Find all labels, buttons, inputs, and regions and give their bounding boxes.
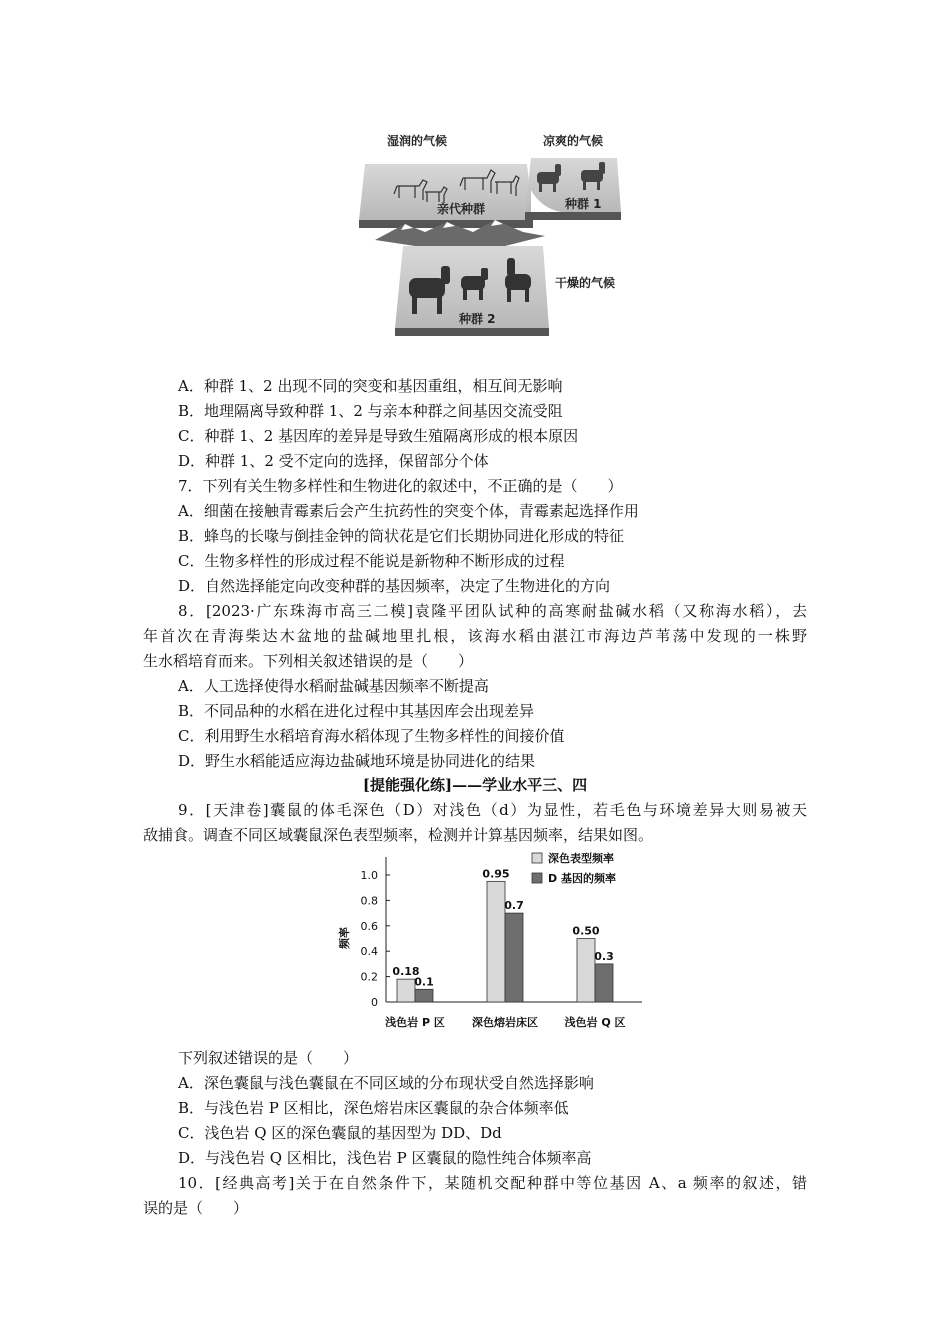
label-population-1: 种群 1 xyxy=(565,197,602,211)
label-cool-climate: 凉爽的气候 xyxy=(543,134,604,148)
q7-option-c: C．生物多样性的形成过程不能说是新物种不断形成的过程 xyxy=(178,552,565,570)
y-tick-label: 0.4 xyxy=(360,945,378,959)
q6-option-d: D．种群 1、2 受不定向的选择，保留部分个体 xyxy=(178,452,489,470)
bar-value-label: 0.7 xyxy=(504,899,524,913)
bar-value-label: 0.50 xyxy=(572,924,600,938)
bar-dark-phenotype-1 xyxy=(487,881,505,1002)
q9-option-b: B．与浅色岩 P 区相比，深色熔岩床区囊鼠的杂合体频率低 xyxy=(178,1099,569,1117)
legend-swatch xyxy=(532,853,542,863)
legend-label: 深色表型频率 xyxy=(548,852,614,865)
q8-stem-line-1: 8．[2023·广东珠海市高三二模]袁隆平团队试种的高寒耐盐碱水稻（又称海水稻），去 xyxy=(178,602,807,620)
q8-option-b: B．不同品种的水稻在进化过程中其基因库会出现差异 xyxy=(178,702,535,720)
bar-dark-phenotype-2 xyxy=(577,939,595,1003)
frequency-bar-chart xyxy=(330,845,650,1035)
speciation-diagram xyxy=(355,128,625,340)
q6-option-b: B．地理隔离导致种群 1、2 与亲本种群之间基因交流受阻 xyxy=(178,402,563,420)
q9-option-a: A．深色囊鼠与浅色囊鼠在不同区域的分布现状受自然选择影响 xyxy=(178,1074,594,1092)
label-population-2: 种群 2 xyxy=(459,312,496,326)
q8-option-c: C．利用野生水稻培育海水稻体现了生物多样性的间接价值 xyxy=(178,727,565,745)
bar-d-gene-2 xyxy=(595,964,613,1002)
x-category-label: 深色熔岩床区 xyxy=(472,1016,538,1029)
bar-value-label: 0.1 xyxy=(414,975,434,989)
q10-stem-line-1: 10．[经典高考]关于在自然条件下，某随机交配种群中等位基因 A、a 频率的叙述，错 xyxy=(178,1174,807,1192)
q8-option-a: A．人工选择使得水稻耐盐碱基因频率不断提高 xyxy=(178,677,489,695)
q7-option-a: A．细菌在接触青霉素后会产生抗药性的突变个体，青霉素起选择作用 xyxy=(178,502,639,520)
q9-stem-line-2: 敌捕食。调查不同区域囊鼠深色表型频率，检测并计算基因频率，结果如图。 xyxy=(143,826,654,844)
bar-dark-phenotype-0 xyxy=(397,979,415,1002)
q8-stem-line-3: 生水稻培育而来。下列相关叙述错误的是（ ） xyxy=(143,652,474,670)
legend-label: D 基因的频率 xyxy=(548,872,616,885)
x-category-label: 浅色岩 Q 区 xyxy=(564,1016,626,1029)
y-tick-label: 0.8 xyxy=(360,894,378,908)
q8-stem-line-2: 年首次在青海柴达木盆地的盐碱地里扎根，该海水稻由湛江市海边芦苇荡中发现的一株野 xyxy=(143,627,807,645)
legend-swatch xyxy=(532,873,542,883)
bar-value-label: 0.18 xyxy=(392,965,420,979)
parent-platform xyxy=(359,164,533,228)
q9-option-c: C．浅色岩 Q 区的深色囊鼠的基因型为 DD、Dd xyxy=(178,1124,502,1142)
bar-value-label: 0.3 xyxy=(594,949,614,963)
bar-value-label: 0.95 xyxy=(482,867,510,881)
label-humid-climate: 湿润的气候 xyxy=(387,134,448,148)
y-tick-label: 0 xyxy=(371,996,378,1009)
y-tick-label: 1.0 xyxy=(360,869,378,882)
label-dry-climate: 干燥的气候 xyxy=(555,276,616,290)
bar-d-gene-1 xyxy=(505,913,523,1002)
q7-stem: 7．下列有关生物多样性和生物进化的叙述中，不正确的是（ ） xyxy=(178,477,623,495)
q8-option-d: D．野生水稻能适应海边盐碱地环境是协同进化的结果 xyxy=(178,752,536,770)
q10-stem-line-2: 误的是（ ） xyxy=(143,1199,249,1217)
y-tick-label: 0.6 xyxy=(360,919,378,933)
bar-d-gene-0 xyxy=(415,989,433,1002)
y-axis-title: 频率 xyxy=(338,927,351,949)
q6-option-c: C．种群 1、2 基因库的差异是导致生殖隔离形成的根本原因 xyxy=(178,427,579,445)
q7-option-b: B．蜂鸟的长喙与倒挂金钟的筒状花是它们长期协同进化形成的特征 xyxy=(178,527,625,545)
q7-option-d: D．自然选择能定向改变种群的基因频率，决定了生物进化的方向 xyxy=(178,577,611,595)
y-tick-label: 0.2 xyxy=(360,970,378,984)
label-parent-population: 亲代种群 xyxy=(437,202,486,216)
x-category-label: 浅色岩 P 区 xyxy=(385,1016,445,1029)
q9-stem-line-1: 9．[天津卷]囊鼠的体毛深色（D）对浅色（d）为显性，若毛色与环境差异大则易被天 xyxy=(178,801,807,819)
q9-option-d: D．与浅色岩 Q 区相比，浅色岩 P 区囊鼠的隐性纯合体频率高 xyxy=(178,1149,592,1167)
q6-option-a: A．种群 1、2 出现不同的突变和基因重组，相互间无影响 xyxy=(178,377,563,395)
section-heading: [提能强化练]——学业水平三、四 xyxy=(362,776,588,794)
q9-followup: 下列叙述错误的是（ ） xyxy=(178,1049,359,1067)
